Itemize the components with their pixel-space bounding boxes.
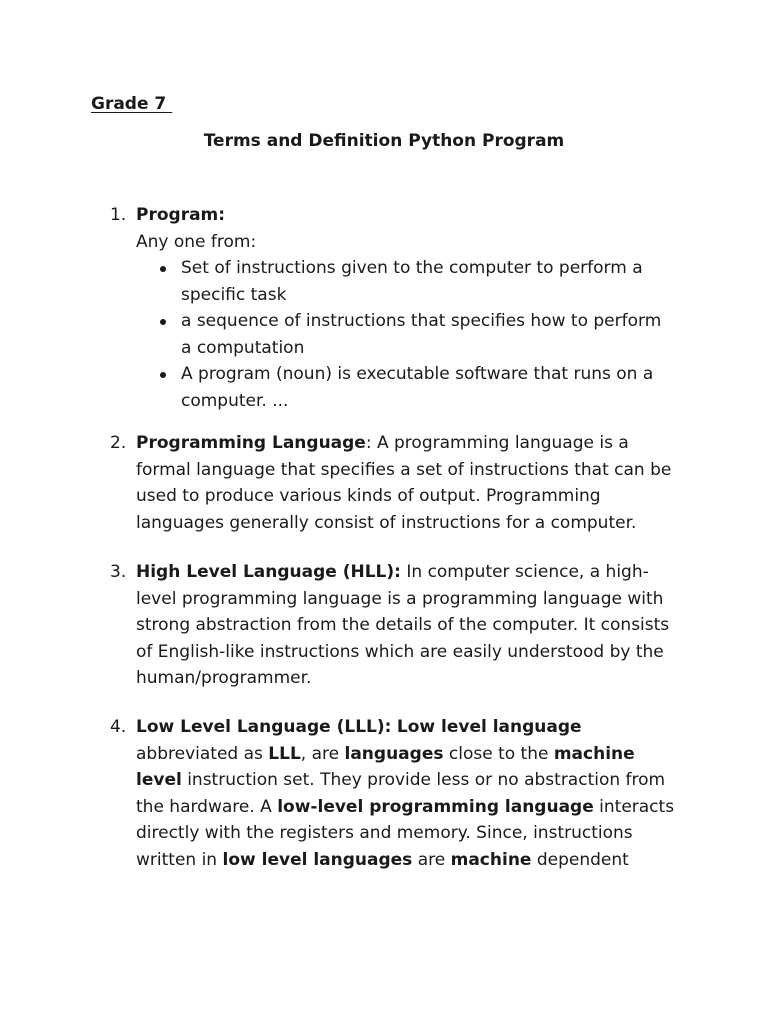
emphasis-text: Low level language: [396, 717, 582, 737]
definition-item-programming-language: [110, 430, 680, 536]
item-number: 2.: [110, 433, 127, 453]
emphasis-text: low level languages: [222, 849, 413, 870]
list-item: [136, 308, 671, 361]
list-item: [136, 361, 671, 414]
item-number: 3.: [110, 562, 127, 582]
emphasis-text: low-level programming language: [277, 796, 594, 817]
definition-text: abbreviated as: [136, 743, 269, 764]
definition-text: close to the: [443, 743, 554, 764]
definition-paragraph: [136, 714, 680, 873]
bullet-text: Set of instructions given to the computer to perform a specific task: [181, 258, 643, 305]
bullet-icon: [160, 319, 166, 325]
intro-text: Any one from:: [136, 231, 257, 252]
item-number: 1.: [110, 205, 127, 225]
definition-item-program: [110, 202, 680, 414]
definition-text: instruction set. They provide less or no abstraction from the hardware. A: [136, 770, 666, 817]
definition-text: interacts directly with the registers and memory. Since, instructions written in: [136, 796, 675, 870]
grade-heading: Grade 7: [91, 94, 173, 114]
term-label: High Level Language (HLL):: [136, 562, 401, 582]
definition-item-lll: [110, 714, 680, 873]
bullet-icon: [160, 372, 166, 378]
definition-paragraph: [136, 430, 680, 536]
term-label: Low Level Language (LLL):: [136, 717, 392, 737]
document-title: Terms and Definition Python Program: [203, 131, 565, 151]
bullet-list: [136, 255, 680, 414]
bullet-text: a sequence of instructions that specifies how to perform a computation: [181, 311, 662, 358]
definition-text: , are: [300, 743, 345, 764]
list-item: [136, 255, 671, 308]
bullet-icon: [160, 266, 166, 272]
bullet-text: A program (noun) is executable software that runs on a computer. ...: [181, 364, 654, 411]
emphasis-text: LLL: [268, 743, 301, 764]
emphasis-text: machine: [450, 849, 532, 870]
definition-text: are: [412, 849, 451, 870]
definition-text: : A programming language is a formal language that specifies a set of instructions that can be used to produce various kinds of output. Programming languages generally consist of instructions for a computer.: [136, 433, 672, 533]
definition-paragraph: [136, 559, 680, 692]
emphasis-text: languages: [344, 743, 444, 764]
definition-text: In computer science, a high-level programming language is a programming language with strong abstraction from the details of the computer. It consists of English-like instructions which are easily understood by the human/programmer.: [136, 562, 670, 688]
definition-item-hll: [110, 559, 680, 692]
item-number: 4.: [110, 717, 127, 737]
emphasis-text: machine level: [136, 743, 635, 790]
term-label: Program:: [136, 205, 226, 225]
definition-text: dependent: [531, 849, 629, 870]
term-label: Programming Language: [136, 433, 366, 453]
